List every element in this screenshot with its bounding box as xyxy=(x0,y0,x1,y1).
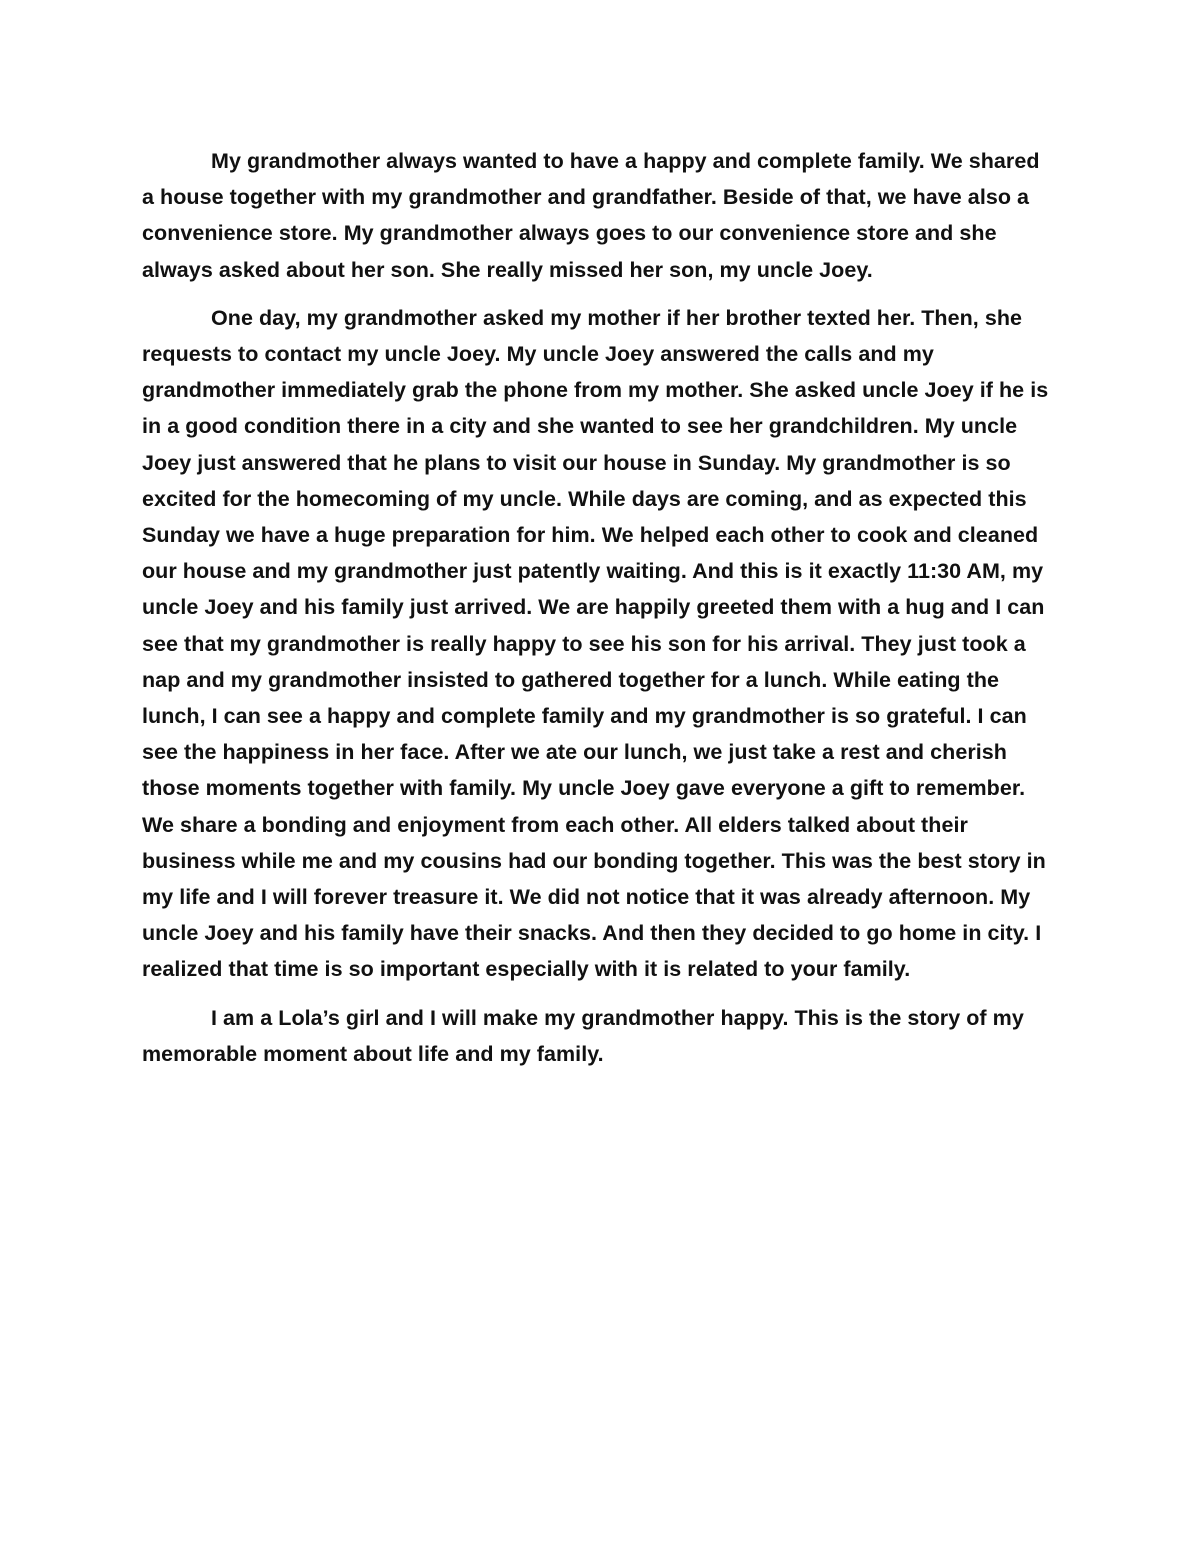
paragraph-3: I am a Lola’s girl and I will make my grandmother happy. This is the story of my memorable moment about life and my family. xyxy=(142,1005,1024,1066)
document-page xyxy=(142,143,1054,1084)
paragraph-2: One day, my grandmother asked my mother if her brother texted her. Then, she requests to contact my uncle Joey. My uncle Joey answered the calls and my grandmother immediately grab the phone from my mother. She asked uncle Joey if he is in a good condition there in a city and she wanted to see her grandchildren. My uncle Joey just answered that he plans to visit our house in Sunday. My grandmother is so excited for the homecoming of my uncle. While days are coming, and as expected this Sunday we have a huge preparation for him. We helped each other to cook and cleaned our house and my grandmother just patently waiting. And this is it exactly 11:30 AM, my uncle Joey and his family just arrived. We are happily greeted them with a hug and I can see that my grandmother is really happy to see his son for his arrival. They just took a nap and my grandmother insisted to gathered together for a lunch. While eating the lunch, I can see a happy and complete family and my grandmother is so grateful. I can see the happiness in her face. After we ate our lunch, we just take a rest and cherish those moments together with family. My uncle Joey gave everyone a gift to remember. We share a bonding and enjoyment from each other. All elders talked about their business while me and my cousins had our bonding together. This was the best story in my life and I will forever treasure it. We did not notice that it was already afternoon. My uncle Joey and his family have their snacks. And then they decided to go home in city. I realized that time is so important especially with it is related to your family. xyxy=(142,305,1049,982)
paragraph-1: My grandmother always wanted to have a happy and complete family. We shared a house together with my grandmother and grandfather. Beside of that, we have also a convenience store. My grandmother always goes to our convenience store and she always asked about her son. She really missed her son, my uncle Joey. xyxy=(142,149,1040,282)
